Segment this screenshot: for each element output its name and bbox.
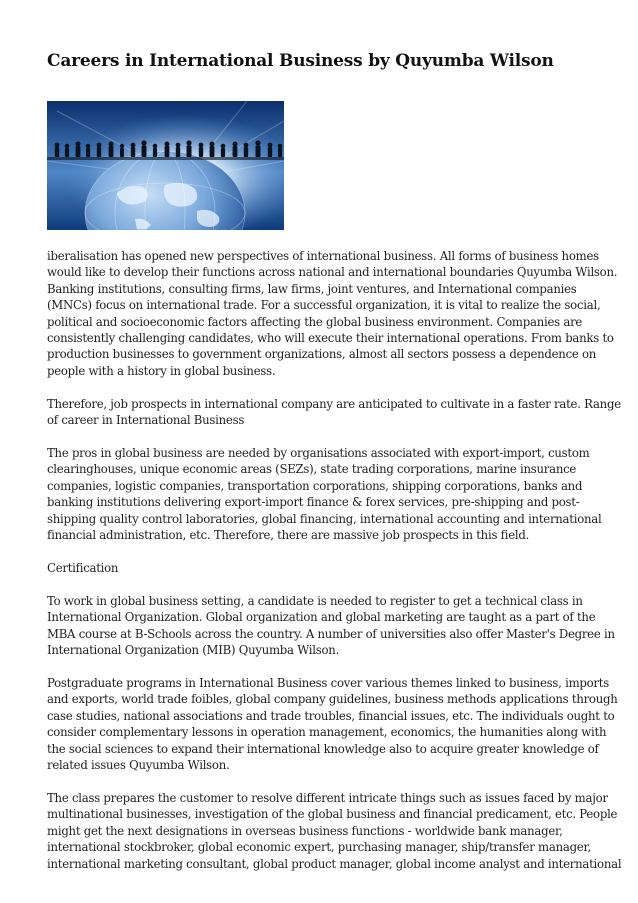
paragraph-certification-heading [47,560,602,576]
paragraph-line: consider complementary lessons in operation management, economics, the humanities along with [47,725,607,740]
paragraph-line: the social sciences to expand their international knowledge also to acquire greater knowledge of [47,741,599,756]
paragraph-line: might get the next designations in overseas business functions - worldwide bank manager, [47,823,563,838]
paragraph-line: international marketing consultant, global product manager, global income analyst and international [47,856,622,871]
paragraph-line: Banking institutions, consulting firms, law firms, joint ventures, and International companies [47,281,577,296]
paragraph-line: The class prepares the customer to resolve different intricate things such as issues faced by major [47,790,608,805]
paragraph-intro [47,248,618,379]
paragraph-certification [47,593,615,659]
paragraph-line: Postgraduate programs in International Business cover various themes linked to business, imports [47,676,609,691]
paragraph-line: companies, logistic companies, transportation corporations, shipping corporations, banks and [47,478,583,493]
paragraph-line: political and socioeconomic factors affecting the global business environment. Companies are [47,314,583,329]
paragraph-line: International Organization (MIB) Quyumba Wilson. [47,643,340,658]
paragraph-line: Therefore, job prospects in international company are anticipated to cultivate in a faster rate. Range [47,396,621,411]
paragraph-line: case studies, national associations and trade troubles, financial issues, etc. The individuals ought to [47,708,615,723]
hero-image [47,101,284,230]
paragraph-line: of career in International Business [47,413,245,428]
paragraph-line: people with a history in global business. [47,363,276,378]
paragraph-line: Certification [47,561,119,575]
page-title: Careers in International Business by Quyumba Wilson [47,51,554,71]
paragraph-line: clearinghouses, unique economic areas (SEZs), state trading corporations, marine insurance [47,462,577,477]
paragraph-line: banking institutions delivering export-import finance & forex services, pre-shipping and post- [47,495,580,510]
paragraph-line: shipping quality control laboratories, global financing, international accounting and international [47,511,602,526]
paragraph-line: The pros in global business are needed by organisations associated with export-import, custom [47,446,590,461]
article-body [47,248,622,889]
paragraph-prospects [47,396,621,429]
paragraph-line: iberalisation has opened new perspectives of international business. All forms of business homes [47,249,599,263]
paragraph-postgraduate [47,675,618,773]
paragraph-line: International Organization. Global organization and global marketing are taught as a part of the [47,610,596,625]
paragraph-line: related issues Quyumba Wilson. [47,758,230,773]
paragraph-line: consistently challenging candidates, who will execute their international operations. From banks to [47,331,614,346]
paragraph-class [47,790,622,872]
paragraph-line: MBA course at B-Schools across the country. A number of universities also offer Master's Degree in [47,626,615,641]
paragraph-line: multinational businesses, investigation of the global business and financial predicament, etc. People [47,807,618,822]
paragraph-line: would like to develop their functions across national and international boundaries Quyumba Wilson. [47,265,618,280]
paragraph-line: financial administration, etc. Therefore, there are massive job prospects in this field. [47,528,530,543]
paragraph-line: To work in global business setting, a candidate is needed to register to get a technical class in [47,593,583,608]
paragraph-line: international stockbroker, global economic expert, purchasing manager, ship/transfer manager, [47,840,591,855]
paragraph-line: (MNCs) focus on international trade. For a successful organization, it is vital to realize the social, [47,298,601,313]
paragraph-line: production businesses to government organizations, almost all sectors possess a dependence on [47,347,597,362]
paragraph-line: and exports, world trade foibles, global company guidelines, business methods applications through [47,692,618,707]
globe-business-people-image [47,101,284,230]
paragraph-pros [47,445,602,543]
